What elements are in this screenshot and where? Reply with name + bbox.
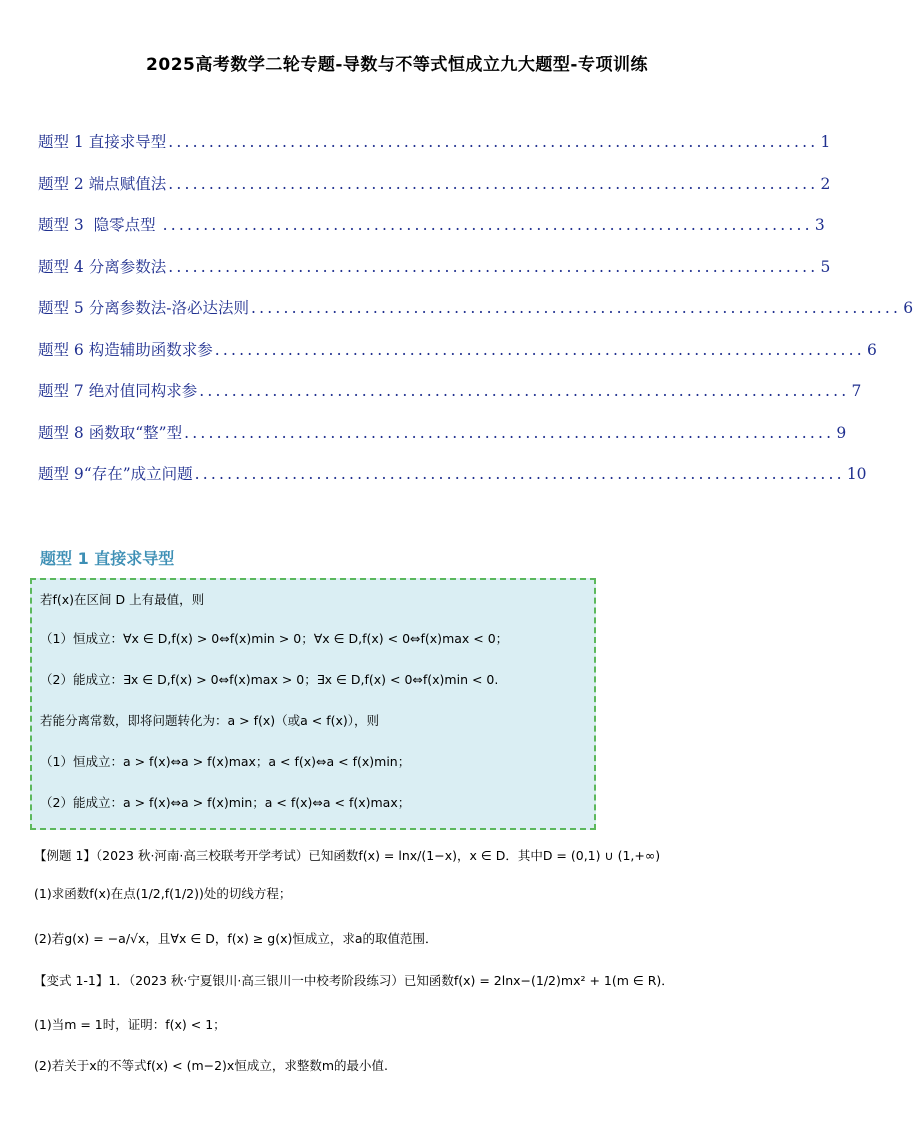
- toc-entry[interactable]: [38, 421, 847, 463]
- toc-entry-page: 6: [903, 299, 913, 317]
- box-line: （2）能成立：a > f(x)⇔a > f(x)min；a < f(x)⇔a < f(x)max；: [40, 795, 411, 810]
- box-line: 若能分离常数，即将问题转化为：a > f(x)（或a < f(x)），则: [40, 713, 380, 728]
- toc-entry[interactable]: [38, 213, 825, 255]
- example-1-statement: 【例题 1】（2023 秋·河南·高三校联考开学考试）已知函数f(x) = lnx/(1−x)，x ∈ D．其中D = (0,1) ∪ (1,+∞): [34, 848, 661, 863]
- toc-leader-dots: ................................................................................: [168, 133, 819, 151]
- toc-entry-page: 3: [814, 216, 825, 234]
- toc-entry-page: 5: [820, 257, 831, 276]
- toc-leader-dots: ................................................................................: [168, 257, 819, 276]
- toc-entry-page: 6: [867, 340, 877, 359]
- toc-leader-dots: ................................................................................: [250, 299, 902, 317]
- table-of-contents: [38, 130, 913, 504]
- toc-entry[interactable]: [38, 255, 831, 297]
- variant-1-1-part-1: (1)当m = 1时，证明：f(x) < 1；: [34, 1017, 226, 1032]
- toc-entry-page: 7: [851, 382, 862, 400]
- toc-leader-dots: ................................................................................: [194, 465, 845, 483]
- toc-leader-dots: ................................................................................: [184, 423, 835, 442]
- toc-leader-dots: ................................................................................: [162, 216, 813, 234]
- toc-entry-label: 题型 5 分离参数法-洛必达法则: [38, 299, 249, 317]
- variant-1-1-statement: 【变式 1-1】1．（2023 秋·宁夏银川·高三银川一中校考阶段练习）已知函数f(x) = 2lnx−(1/2)mx² + 1(m ∈ R)．: [34, 973, 674, 988]
- toc-entry[interactable]: [38, 172, 831, 214]
- toc-leader-dots: ................................................................................: [199, 382, 850, 400]
- toc-entry[interactable]: [38, 130, 831, 172]
- toc-entry[interactable]: [38, 296, 913, 338]
- box-line: （2）能成立：∃x ∈ D,f(x) > 0⇔f(x)max > 0；∃x ∈ D,f(x) < 0⇔f(x)min < 0.: [40, 672, 499, 687]
- toc-entry-page: 2: [820, 174, 831, 193]
- toc-entry-label: 题型 4 分离参数法: [38, 257, 167, 276]
- box-line: （1）恒成立：a > f(x)⇔a > f(x)max；a < f(x)⇔a < f(x)min；: [40, 754, 411, 769]
- toc-entry-page: 1: [820, 133, 831, 151]
- section-heading: 题型 1 直接求导型: [40, 549, 175, 568]
- toc-entry-label: 题型 6 构造辅助函数求参: [38, 340, 213, 359]
- key-point-box: [30, 578, 596, 830]
- variant-1-1-part-2: (2)若关于x的不等式f(x) < (m−2)x恒成立，求整数m的最小值.: [34, 1058, 388, 1073]
- example-1-part-1: (1)求函数f(x)在点(1/2,f(1/2))处的切线方程；: [34, 886, 292, 901]
- toc-entry-label: 题型 9“存在”成立问题: [38, 465, 193, 483]
- toc-entry-page: 9: [836, 423, 847, 442]
- toc-leader-dots: ................................................................................: [168, 174, 819, 193]
- toc-entry-label: 题型 1 直接求导型: [38, 133, 167, 151]
- toc-entry-page: 10: [846, 465, 867, 483]
- box-line: （1）恒成立：∀x ∈ D,f(x) > 0⇔f(x)min > 0；∀x ∈ D,f(x) < 0⇔f(x)max < 0；: [40, 631, 509, 646]
- toc-entry-label: 题型 3 隐零点型: [38, 216, 161, 234]
- toc-entry-label: 题型 7 绝对值同构求参: [38, 382, 198, 400]
- toc-leader-dots: ................................................................................: [214, 340, 865, 359]
- toc-entry[interactable]: [38, 379, 862, 421]
- box-line: 若f(x)在区间 D 上有最值，则: [40, 592, 205, 607]
- example-1-part-2: (2)若g(x) = −a/√x，且∀x ∈ D，f(x) ≥ g(x)恒成立，求a的取值范围．: [34, 931, 438, 946]
- toc-entry-label: 题型 8 函数取“整”型: [38, 423, 183, 442]
- toc-entry-label: 题型 2 端点赋值法: [38, 174, 167, 193]
- document-title: 2025高考数学二轮专题-导数与不等式恒成立九大题型-专项训练: [146, 55, 648, 75]
- toc-entry[interactable]: [38, 338, 877, 380]
- toc-entry[interactable]: [38, 462, 867, 504]
